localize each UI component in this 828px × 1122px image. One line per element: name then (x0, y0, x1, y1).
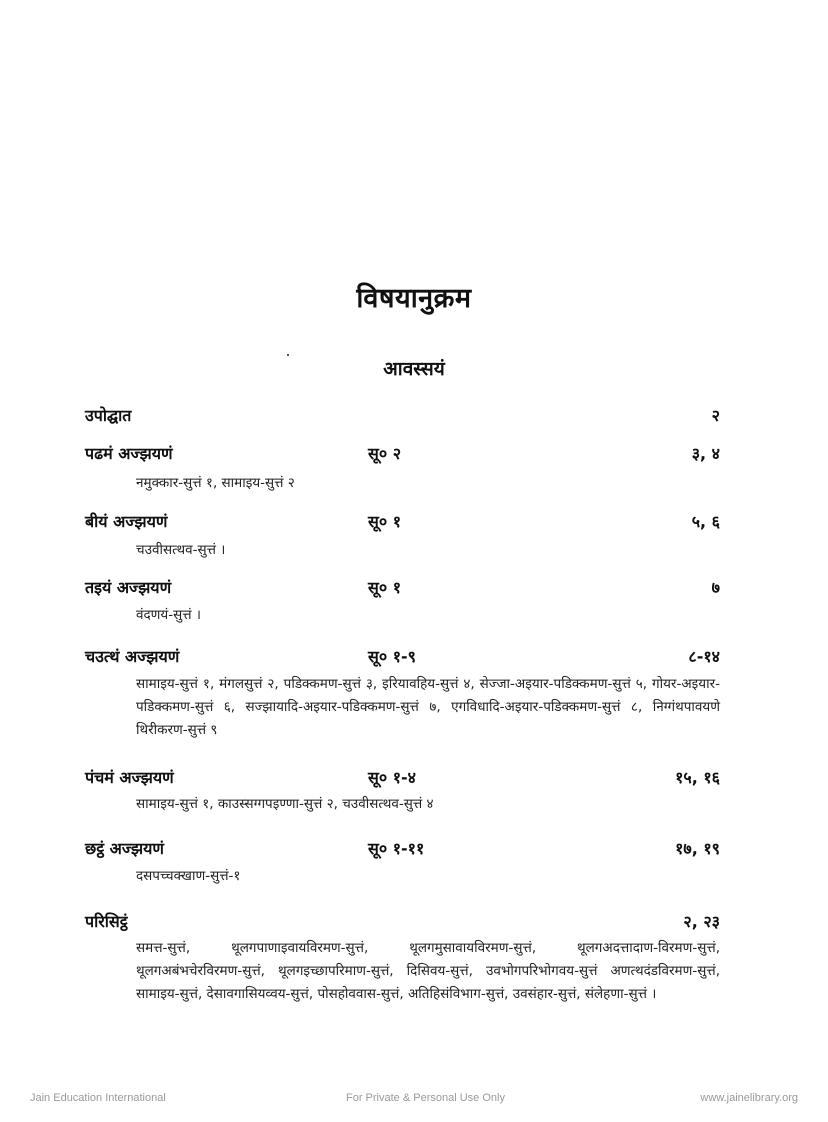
entry-page: १७, १९ (675, 839, 720, 858)
entry-heading: बीयं अज्झयणं (85, 512, 168, 531)
entry-sutra-range: सू० १-११ (368, 839, 425, 858)
entry-page: ५, ६ (691, 512, 720, 531)
entry-heading: चउत्थं अज्झयणं (85, 647, 180, 666)
entry-page: १५, १६ (675, 768, 720, 787)
entry-description: सामाइय-सुत्तं १, काउस्सग्गपइण्णा-सुत्तं २, चउवीसत्थव-सुत्तं ४ (136, 796, 434, 812)
entry-description: वंदणयं-सुत्तं । (136, 607, 201, 623)
entry-heading: परिसिट्ठं (85, 912, 128, 931)
entry-heading: उपोद्घात (85, 406, 132, 425)
entry-description: सामाइय-सुत्तं १, मंगलसुत्तं २, पडिक्कमण-सुत्तं ३, इरियावहिय-सुत्तं ४, सेज्जा-अइयार-पडिक्कमण-सुत्तं ५, गोयर-अइयार-पडिक्कमण-सुत्तं ६, सज्झायादि-अइयार-पडिक्कमण-सुत्तं ७, एगविधादि-अइयार-पडिक्कमण-सुत्तं ८, निग्गंथपावयणे थिरीकरण-सुत्तं ९ (136, 676, 720, 738)
entry-description: चउवीसत्थव-सुत्तं । (136, 542, 226, 558)
entry-sutra-range: सू० १-४ (368, 768, 416, 787)
footer-website-link[interactable]: www.jainelibrary.org (700, 1092, 798, 1104)
page-title: विषयानुक्रम (356, 283, 472, 314)
entry-heading: छट्ठं अज्झयणं (85, 839, 164, 858)
toc-entry-chapter-5 (0, 766, 828, 790)
entry-description: दसपच्चक्खाण-सुत्तं-१ (136, 868, 241, 884)
entry-heading: पंचमं अज्झयणं (85, 768, 174, 787)
entry-sutra-range: सू० २ (368, 444, 402, 463)
entry-description: समत्त-सुत्तं, थूलगपाणाइवायविरमण-सुत्तं, थूलगमुसावायविरमण-सुत्तं, थूलगअदत्तादाण-विरमण-सुत्तं, थूलगअबंभचेरविरमण-सुत्तं, थूलगइच्छापरिमाण-सुत्तं, दिसिवय-सुत्तं, उवभोगपरिभोगवय-सुत्तं अणत्थदंडविरमण-सुत्तं, सामाइय-सुत्तं, देसावगासियव्वय-सुत्तं, पोसहोववास-सुत्तं, अतिहिसंविभाग-सुत्तं, उवसंहार-सुत्तं, संलेहणा-सुत्तं । (136, 940, 720, 1002)
toc-entry-chapter-1 (0, 442, 828, 466)
toc-entry-chapter-6 (0, 837, 828, 861)
toc-entry-appendix (0, 910, 828, 934)
entry-page: ३, ४ (691, 444, 720, 463)
section-subtitle: आवस्सयं (383, 358, 445, 380)
entry-heading: पढमं अज्झयणं (85, 444, 173, 463)
toc-entry-chapter-3 (0, 576, 828, 600)
entry-page: ७ (711, 578, 720, 597)
entry-sutra-range: सू० १ (368, 578, 402, 597)
footer-publisher: Jain Education International (30, 1092, 166, 1104)
entry-page: २, २३ (683, 912, 720, 931)
toc-entry-chapter-4 (0, 645, 828, 669)
entry-sutra-range: सू० १ (368, 512, 402, 531)
toc-entry-chapter-2 (0, 510, 828, 534)
entry-description: नमुक्कार-सुत्तं १, सामाइय-सुत्तं २ (136, 475, 295, 491)
entry-sutra-range: सू० १-९ (368, 647, 416, 666)
entry-page: २ (711, 406, 720, 425)
entry-page: ८-१४ (688, 647, 720, 666)
footer-usage-note: For Private & Personal Use Only (346, 1092, 505, 1104)
entry-heading: तइयं अज्झयणं (85, 578, 172, 597)
toc-entry-intro (0, 404, 828, 428)
